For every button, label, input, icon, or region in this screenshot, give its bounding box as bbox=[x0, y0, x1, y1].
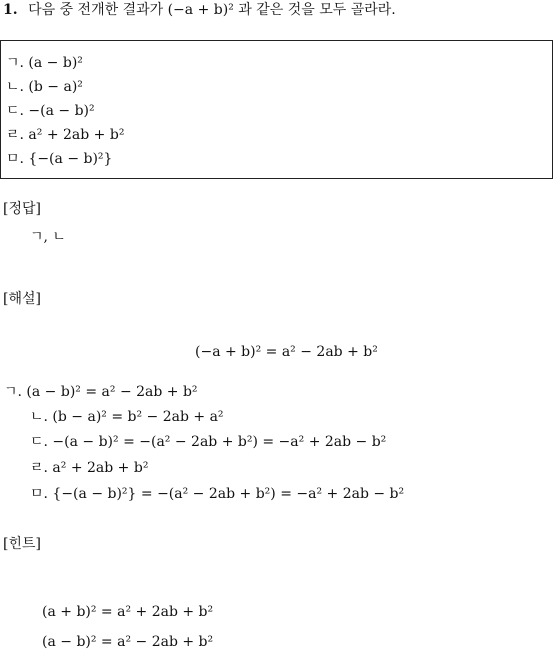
choice-item: ㄹ. a² + 2ab + b² bbox=[6, 127, 125, 143]
hint-formula: (a − b)² = a² − 2ab + b² bbox=[42, 634, 214, 650]
choice-item: ㅁ. {−(a − b)²} bbox=[6, 151, 113, 167]
choice-item: ㄴ. (b − a)² bbox=[6, 79, 83, 95]
solution-line: ㄷ. −(a − b)² = −(a² − 2ab + b²) = −a² + 2ab − b² bbox=[30, 434, 387, 450]
question-number: 1. bbox=[3, 2, 18, 18]
choice-item: ㄷ. −(a − b)² bbox=[6, 103, 95, 119]
solution-heading: [해설] bbox=[3, 291, 41, 307]
solution-line: ㄹ. a² + 2ab + b² bbox=[30, 460, 149, 476]
question-line bbox=[3, 3, 396, 17]
solution-line: ㄱ. (a − b)² = a² − 2ab + b² bbox=[4, 384, 198, 400]
choice-item: ㄱ. (a − b)² bbox=[6, 55, 83, 71]
question-text: 다음 중 전개한 결과가 (−a + b)² 과 같은 것을 모두 골라라. bbox=[28, 2, 396, 18]
solution-line: ㄴ. (b − a)² = b² − 2ab + a² bbox=[30, 409, 224, 425]
answer-heading: [정답] bbox=[3, 201, 41, 217]
solution-main-equation: (−a + b)² = a² − 2ab + b² bbox=[195, 344, 378, 360]
solution-line: ㅁ. {−(a − b)²} = −(a² − 2ab + b²) = −a² + 2ab − b² bbox=[30, 486, 405, 502]
answer-value: ㄱ, ㄴ bbox=[30, 229, 66, 245]
hint-heading: [힌트] bbox=[3, 536, 41, 552]
hint-formula: (a + b)² = a² + 2ab + b² bbox=[42, 604, 214, 620]
